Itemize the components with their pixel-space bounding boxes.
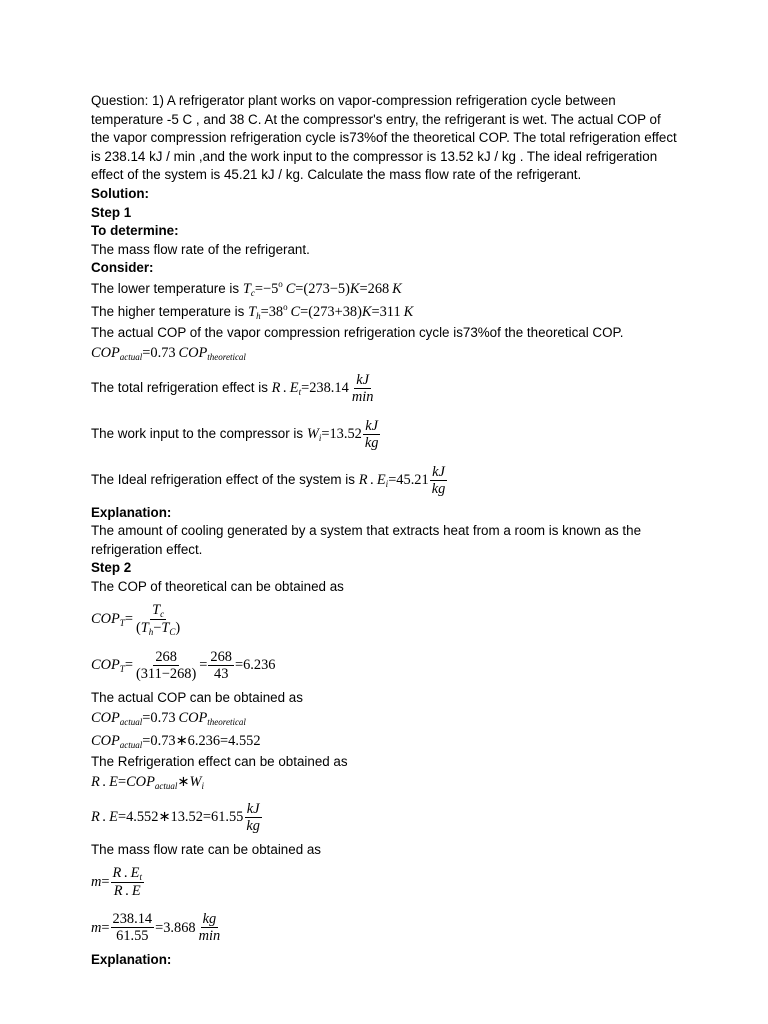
solution-heading: Solution: <box>91 185 150 201</box>
step1-heading: Step 1 <box>91 204 132 220</box>
step2-heading: Step 2 <box>91 560 132 576</box>
actual-cop-statement: The actual COP of the vapor compression refrigeration cycle is73%of the theoretical COP. <box>91 324 624 340</box>
cop-actual-relation: $COP_{actual}=0.73$ $COP_{theoretical}$ <box>91 345 246 363</box>
mass-flow-text: The mass flow rate can be obtained as <box>91 841 322 857</box>
kj-per-kg-fraction: $\frac{kJ}{kg}$ <box>246 800 260 834</box>
mass-flow-formula: m= $\frac{R . E_t}{R . E}$ <box>91 864 142 899</box>
cop-t-calculation: $COP_T=$ $\frac{268}{(311-268)}$ = $\frac{268}{43}$ =6.236 <box>91 648 276 682</box>
cop-theoretical-text: The COP of theoretical can be obtained as <box>91 578 344 594</box>
kj-per-kg-fraction: $\frac{kJ}{kg}$ <box>431 463 446 497</box>
cop-t-formula: $COP_T=$ $\frac{T_c}{(T_h-T_C)}$ <box>91 601 181 637</box>
question-text: Question: 1) A refrigerator plant works on vapor-compression refrigeration cycle between temperature -5 C , and 38 C. At the compressor's entry, the refrigerant is wet. The actual COP of the vapor compression refrigeration cycle is73%of the theoretical COP. The total refrigeration effect is 238.14 kJ / min ,and the work input to the compressor is 13.52 kJ / kg . The ideal refrigeration effect of the system is 45.21 kJ / kg. Calculate the mass flow rate of the refrigerant. <box>91 93 677 183</box>
re-formula: R . $E=COP_{actual}∗W_i$ <box>91 774 204 792</box>
lower-temp-line: The lower temperature is $T_c=-5^o$ C=(273−5)K=268 K <box>91 278 402 298</box>
explanation-heading: Explanation: <box>91 504 172 520</box>
to-determine-text: The mass flow rate of the refrigerant. <box>91 241 310 257</box>
cop-actual-relation-2: $COP_{actual}=0.73$ $COP_{theoretical}$ <box>91 709 246 727</box>
higher-temp-line: The higher temperature is $T_h=38^o$ C=(273+38)K=311 K <box>91 301 414 321</box>
mass-flow-calculation: m= $\frac{238.14}{61.55}$ =3.868 $\frac{kg}{\min}$ <box>91 911 221 945</box>
higher-temp-equation: $T_h=38^o$ C=(273+38)K=311 K <box>248 301 414 321</box>
total-re-line: The total refrigeration effect is R . $E_t$ =238.14 $\frac{kJ}{\min}$ <box>91 371 374 405</box>
work-input-line: The work input to the compressor is $W_i$ =13.52 $\frac{kJ}{kg}$ <box>91 417 379 451</box>
actual-cop-text: The actual COP can be obtained as <box>91 689 303 705</box>
to-determine-heading: To determine: <box>91 223 179 239</box>
cop-actual-calculation: $COP_{actual}$ =0.73∗6.236=4.552 <box>91 732 261 750</box>
lower-temp-equation: $T_c=-5^o$ C=(273−5)K=268 K <box>242 278 402 298</box>
kj-per-min-fraction: $\frac{kJ}{\min}$ <box>351 371 374 405</box>
re-calculation: R . E =4.552∗13.52=61.55 $\frac{kJ}{kg}$ <box>91 800 260 834</box>
re-text: The Refrigeration effect can be obtained as <box>91 754 348 770</box>
kg-per-min-fraction: $\frac{kg}{\min}$ <box>198 911 221 945</box>
consider-heading: Consider: <box>91 260 154 276</box>
explanation-text: The amount of cooling generated by a system that extracts heat from a room is known as the refrigeration effect. <box>91 523 642 557</box>
kj-per-kg-fraction: $\frac{kJ}{kg}$ <box>364 417 379 451</box>
explanation-heading-2: Explanation: <box>91 952 172 968</box>
document-page <box>91 92 683 970</box>
ideal-re-line: The Ideal refrigeration effect of the system is R . $E_i$ =45.21 $\frac{kJ}{kg}$ <box>91 463 446 497</box>
